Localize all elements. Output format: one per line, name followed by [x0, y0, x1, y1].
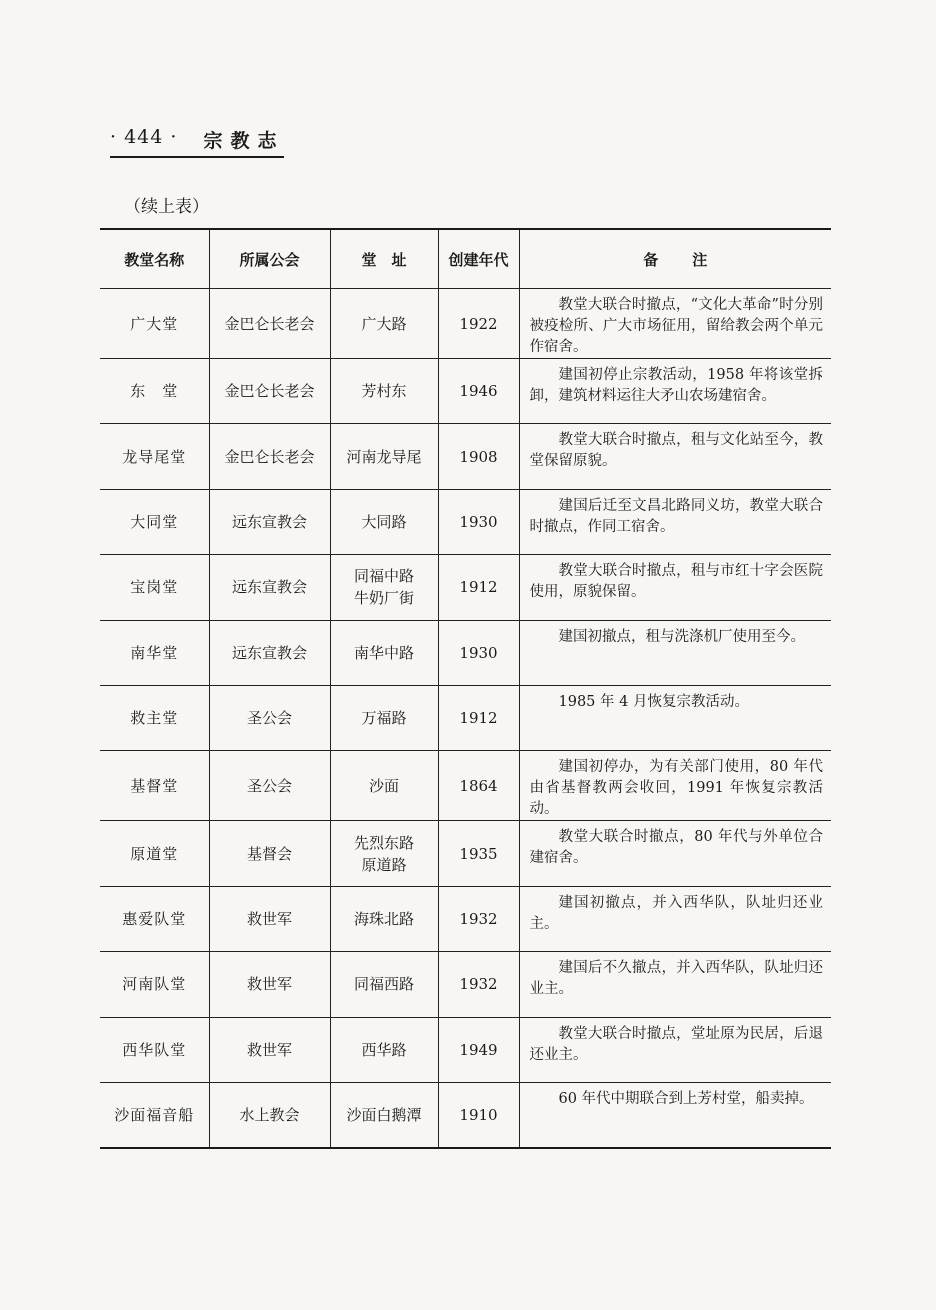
society-cell: 基督会 [209, 821, 330, 886]
society-cell: 救世军 [209, 1017, 330, 1082]
society-cell: 救世军 [209, 886, 330, 951]
page-number: · 444 · [110, 126, 178, 148]
year-cell: 1930 [438, 489, 519, 554]
year-cell: 1910 [438, 1082, 519, 1147]
address-cell: 大同路 [330, 489, 438, 554]
note-cell: 教堂大联合时撤点，租与市红十字会医院使用，原貌保留。 [519, 555, 831, 620]
note-cell: 建国后迁至文昌北路同义坊，教堂大联合时撤点，作同工宿舍。 [519, 489, 831, 554]
address-cell: 沙面 [330, 751, 438, 821]
year-cell: 1864 [438, 751, 519, 821]
header-remarks: 备注 [519, 229, 831, 289]
table-row [100, 751, 831, 821]
society-cell: 远东宣教会 [209, 555, 330, 620]
address-cell: 同福中路 牛奶厂街 [330, 555, 438, 620]
table-row [100, 1017, 831, 1082]
table-row [100, 952, 831, 1017]
table-row [100, 685, 831, 750]
year-cell: 1922 [438, 289, 519, 359]
year-cell: 1908 [438, 424, 519, 489]
address-cell: 河南龙导尾 [330, 424, 438, 489]
header-address: 堂 址 [330, 229, 438, 289]
table-row [100, 289, 831, 359]
table-row [100, 424, 831, 489]
address-cell: 广大路 [330, 289, 438, 359]
table-row [100, 886, 831, 951]
year-cell: 1912 [438, 685, 519, 750]
note-cell: 建国初撤点，并入西华队，队址归还业主。 [519, 886, 831, 951]
note-cell: 建国初撤点，租与洗涤机厂使用至今。 [519, 620, 831, 685]
table-header-row [100, 229, 831, 289]
address-cell: 先烈东路 原道路 [330, 821, 438, 886]
continued-label: （续上表） [124, 197, 209, 217]
note-cell: 1985 年 4 月恢复宗教活动。 [519, 685, 831, 750]
year-cell: 1912 [438, 555, 519, 620]
note-cell: 教堂大联合时撤点，租与文化站至今，教堂保留原貌。 [519, 424, 831, 489]
church-name-cell: 广大堂 [100, 289, 209, 359]
society-cell: 圣公会 [209, 685, 330, 750]
year-cell: 1932 [438, 952, 519, 1017]
year-cell: 1946 [438, 359, 519, 424]
address-cell: 万福路 [330, 685, 438, 750]
table-row [100, 620, 831, 685]
society-cell: 远东宣教会 [209, 620, 330, 685]
table-row [100, 821, 831, 886]
church-name-cell: 基督堂 [100, 751, 209, 821]
note-cell: 教堂大联合时撤点，“文化大革命”时分别被疫检所、广大市场征用，留给教会两个单元作宿舍。 [519, 289, 831, 359]
table-row [100, 1082, 831, 1147]
header-year: 创建年代 [438, 229, 519, 289]
church-name-cell: 河南队堂 [100, 952, 209, 1017]
note-cell: 教堂大联合时撤点，80 年代与外单位合建宿舍。 [519, 821, 831, 886]
note-cell: 教堂大联合时撤点，堂址原为民居，后退还业主。 [519, 1017, 831, 1082]
table-row [100, 359, 831, 424]
church-name-cell: 西华队堂 [100, 1017, 209, 1082]
address-cell: 南华中路 [330, 620, 438, 685]
address-cell: 同福西路 [330, 952, 438, 1017]
society-cell: 远东宣教会 [209, 489, 330, 554]
church-name-cell: 大同堂 [100, 489, 209, 554]
year-cell: 1932 [438, 886, 519, 951]
address-cell: 海珠北路 [330, 886, 438, 951]
church-name-cell: 沙面福音船 [100, 1082, 209, 1147]
year-cell: 1935 [438, 821, 519, 886]
society-cell: 金巴仑长老会 [209, 289, 330, 359]
table-row [100, 555, 831, 620]
header-society: 所属公会 [209, 229, 330, 289]
table-row [100, 489, 831, 554]
header-church-name: 教堂名称 [100, 229, 209, 289]
note-cell: 建国后不久撤点，并入西华队，队址归还业主。 [519, 952, 831, 1017]
church-table [100, 228, 831, 1149]
society-cell: 水上教会 [209, 1082, 330, 1147]
church-name-cell: 救主堂 [100, 685, 209, 750]
society-cell: 圣公会 [209, 751, 330, 821]
society-cell: 金巴仑长老会 [209, 424, 330, 489]
church-name-cell: 龙导尾堂 [100, 424, 209, 489]
table-body [100, 289, 831, 1148]
society-cell: 救世军 [209, 952, 330, 1017]
society-cell: 金巴仑长老会 [209, 359, 330, 424]
church-name-cell: 东 堂 [100, 359, 209, 424]
year-cell: 1949 [438, 1017, 519, 1082]
address-cell: 沙面白鹅潭 [330, 1082, 438, 1147]
year-cell: 1930 [438, 620, 519, 685]
church-name-cell: 宝岗堂 [100, 555, 209, 620]
note-cell: 建国初停办，为有关部门使用，80 年代由省基督教两会收回，1991 年恢复宗教活动。 [519, 751, 831, 821]
church-name-cell: 原道堂 [100, 821, 209, 886]
church-name-cell: 南华堂 [100, 620, 209, 685]
book-title: 宗教志 [203, 130, 285, 152]
church-name-cell: 惠爱队堂 [100, 886, 209, 951]
note-cell: 60 年代中期联合到上芳村堂，船卖掉。 [519, 1082, 831, 1147]
address-cell: 西华路 [330, 1017, 438, 1082]
address-cell: 芳村东 [330, 359, 438, 424]
running-header [110, 126, 284, 158]
note-cell: 建国初停止宗教活动，1958 年将该堂拆卸，建筑材料运往大矛山农场建宿舍。 [519, 359, 831, 424]
